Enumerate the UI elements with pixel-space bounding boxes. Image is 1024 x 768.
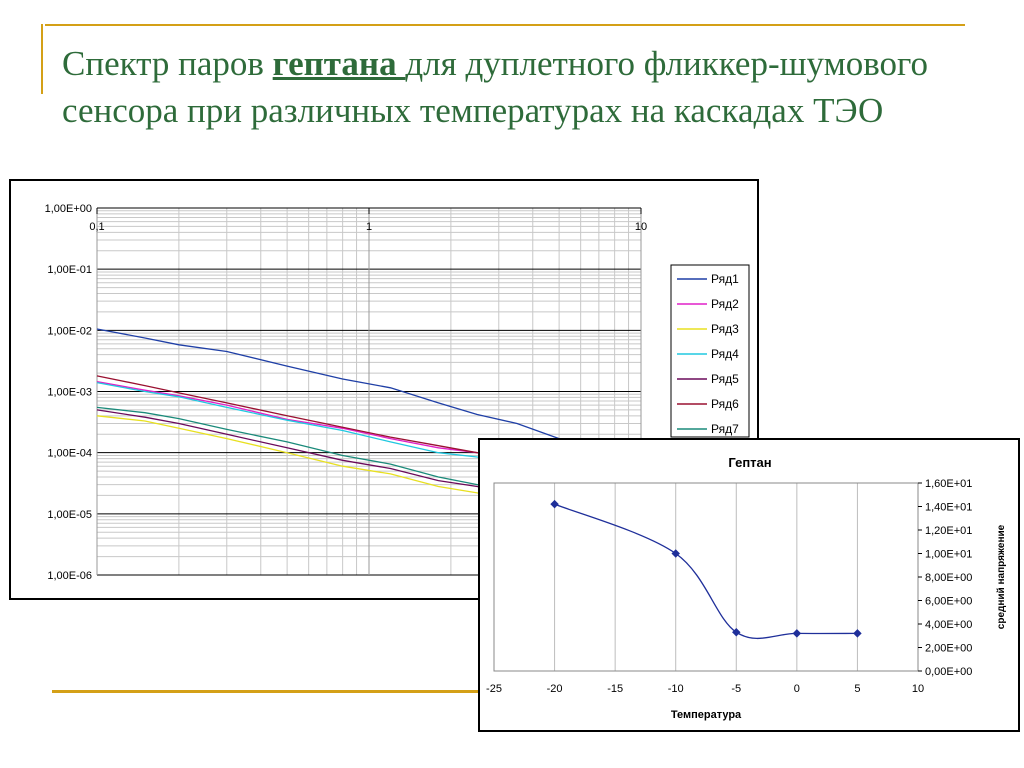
left-accent-line [41,24,43,94]
legend-label: Ряд7 [711,422,739,436]
x-tick-label: -5 [731,683,742,695]
series-line [555,504,858,638]
x-axis-title: Температура [670,709,742,721]
x-tick-label: 10 [634,221,648,233]
x-tick-label: -10 [667,683,684,695]
legend-label: Ряд1 [711,272,739,286]
y-tick-label: 2,00E+00 [925,642,973,655]
slide-title [62,40,962,134]
top-accent-line [45,24,965,26]
data-point [793,629,801,637]
y-tick-label: 1,00E-03 [47,386,92,399]
y-tick-label: 1,00E-04 [47,447,92,460]
chart-title: Гептан [728,455,772,470]
legend [671,265,749,437]
x-tick-label: -15 [607,683,624,695]
data-point [853,629,861,637]
y-tick-label: 8,00E+00 [925,572,973,584]
legend-label: Ряд6 [711,397,739,411]
plot-area [494,483,918,671]
y-tick-label: 1,40E+01 [925,501,973,514]
y-tick-label: 4,00E+00 [925,619,973,631]
legend-label: Ряд2 [711,297,739,311]
y-tick-label: 1,20E+01 [925,525,973,537]
x-tick-label: 0,1 [89,221,105,233]
data-point [550,500,558,508]
x-tick-label: 10 [911,683,925,695]
y-tick-label: 6,00E+00 [925,595,973,608]
x-tick-label: -20 [546,683,563,695]
bottom-accent-line [52,690,482,693]
y-tick-label: 1,00E-01 [47,264,92,277]
x-tick-label: -25 [486,683,502,695]
legend-label: Ряд5 [711,372,739,386]
y-tick-label: 1,00E+00 [44,203,92,215]
title-part-1: Спектр паров [62,44,273,83]
heptane-chart-frame [478,438,1020,732]
y-tick-label: 1,00E-06 [47,570,92,582]
title-highlight: гептана [272,44,406,83]
series-line-Ряд1 [97,329,559,439]
y-tick-label: 1,00E+01 [925,548,973,561]
y-tick-label: 0,00E+00 [925,666,973,678]
y-axis-title: средний напряжение [996,524,1007,630]
x-tick-label: 1 [365,221,373,233]
x-tick-label: 5 [854,683,861,695]
heptane-chart [480,440,1018,730]
y-tick-label: 1,60E+01 [925,478,973,490]
y-tick-label: 1,00E-02 [47,325,92,338]
title-part-2: для дуплетного фликкер-шумового сенсора при различных температурах на каскадах ТЭО [62,44,929,130]
x-tick-label: 0 [793,683,800,695]
legend-label: Ряд3 [711,322,739,336]
legend-label: Ряд4 [711,347,739,361]
y-tick-label: 1,00E-05 [47,508,92,521]
